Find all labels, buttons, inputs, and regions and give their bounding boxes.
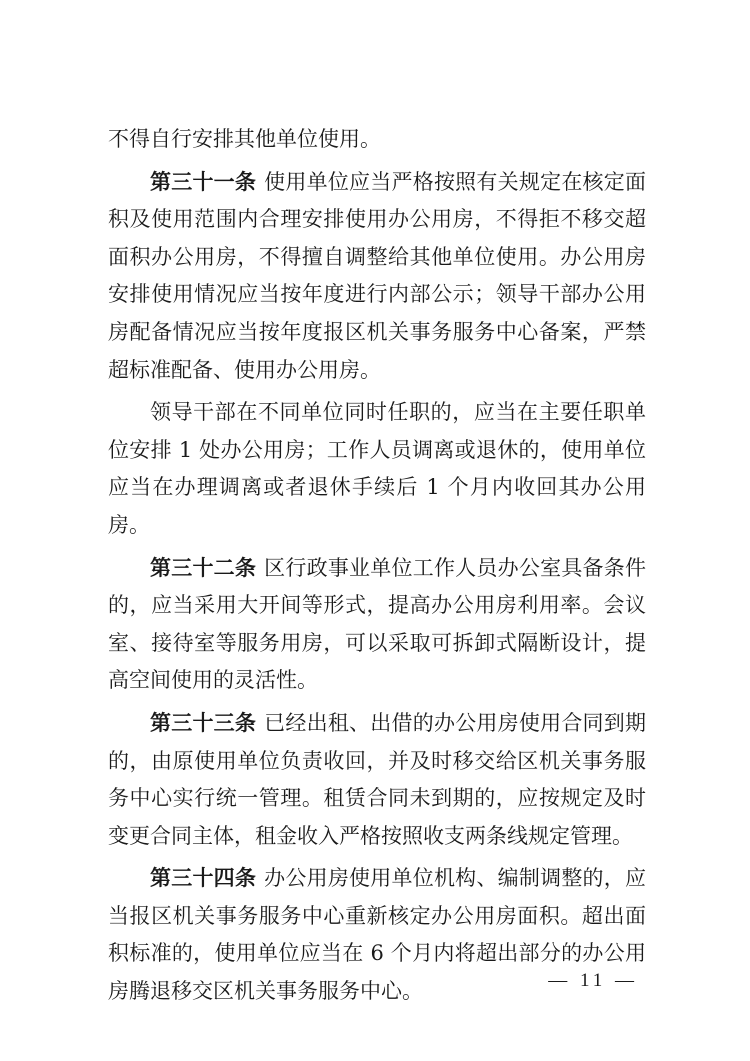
paragraph-text: 已经出租、出借的办公用房使用合同到期的，由原使用单位负责收回，并及时移交给区机关事务服务中心实行统一管理。租赁合同未到期的，应按规定及时变更合同主体，租金收入严格按照收支两条线规定管理。 bbox=[108, 710, 647, 848]
paragraph-continuation bbox=[108, 121, 646, 159]
paragraph-text: 区行政事业单位工作人员办公室具备条件的，应当采用大开间等形式，提高办公用房利用率。会议室、接待室等服务用房，可以采取可拆卸式隔断设计，提高空间使用的灵活性。 bbox=[108, 555, 647, 693]
paragraph-text: 领导干部在不同单位同时任职的，应当在主要任职单位安排 1 处办公用房；工作人员调离或退休的，使用单位应当在办理调离或者退休手续后 1 个月内收回其办公用房。 bbox=[108, 400, 646, 537]
paragraph-text: 使用单位应当严格按照有关规定在核定面积及使用范围内合理安排使用办公用房，不得拒不移交超面积办公用房，不得擅自调整给其他单位使用。办公用房安排使用情况应当按年度进行内部公示；领导干部办公用房配备情况应当按年度报区机关事务服务中心备案，严禁超标准配备、使用办公用房。 bbox=[108, 169, 647, 382]
article-31 bbox=[108, 164, 646, 390]
article-heading: 第三十一条 bbox=[150, 169, 257, 194]
paragraph-text: 不得自行安排其他单位使用。 bbox=[108, 127, 381, 151]
article-heading: 第三十四条 bbox=[150, 866, 257, 891]
article-heading: 第三十二条 bbox=[150, 555, 257, 580]
article-33 bbox=[108, 705, 646, 855]
document-body bbox=[108, 121, 646, 1011]
paragraph-text: 办公用房使用单位机构、编制调整的，应当报区机关事务服务中心重新核定办公用房面积。超出面积标准的，使用单位应当在 6 个月内将超出部分的办公用房腾退移交区机关事务服务中心。 bbox=[108, 866, 647, 1004]
paragraph-leaders-office bbox=[108, 394, 646, 544]
article-heading: 第三十三条 bbox=[150, 710, 257, 735]
article-32 bbox=[108, 550, 646, 700]
page-number: — 11 — bbox=[548, 970, 638, 991]
